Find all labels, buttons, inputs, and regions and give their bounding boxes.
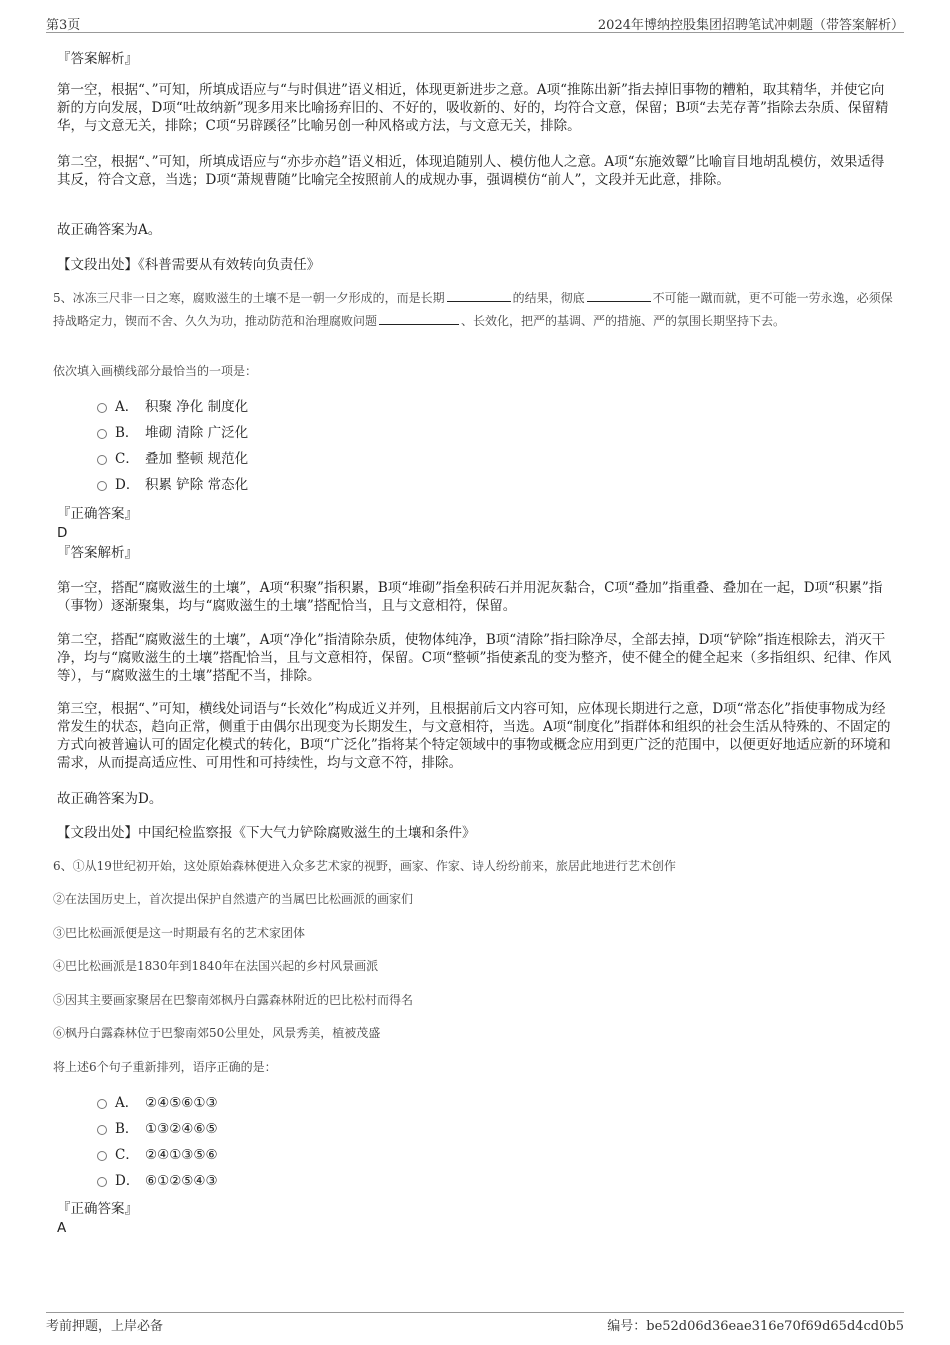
option-letter: A．	[115, 399, 139, 415]
radio-button[interactable]	[97, 455, 107, 465]
q5-analysis-para3: 第三空，根据“、”可知，横线处词语与“长效化”构成近义并列，且根据前后文内容可知，应体现长期进行之意，D项“常态化”指使事物成为经常发生的状态，趋向正常，侧重于由偶尔出现变为长期发生，与文意相符，当选。A项“制度化”指群体和组织的社会生活从特殊的、不固定的方式向被普遍认可的固定化模式的转化，B项“广泛化”指将某个特定领域中的事物或概念应用到更广泛的范围中，以便更好地适应新的环境和需求，从而提高适应性、可用性和可持续性，均与文意不符，排除。	[57, 701, 891, 771]
q5-blank-1	[447, 289, 511, 302]
q4-analysis-para1: 第一空，根据“、”可知，所填成语应与“与时俱进”语义相近，体现更新进步之意。A项“推陈出新”指去掉旧事物的糟粕，取其精华，并使它向新的方向发展，D项“吐故纳新”现多用来比喻扬弃旧的、不好的，吸收新的、好的，均符合文意，保留；B项“去芜存菁”指除去杂质、保留精华，与文意无关，排除；C项“另辟蹊径”比喻另创一种风格或方法，与文意无关，排除。	[57, 82, 889, 134]
q5-conclusion: 故正确答案为D。	[57, 791, 163, 807]
q5-option-a[interactable]	[57, 394, 457, 420]
q6-option-c[interactable]	[57, 1142, 457, 1168]
q5-stem-part2: 的结果，彻底	[512, 291, 585, 305]
page-footer	[46, 1312, 904, 1337]
q6-options	[57, 1090, 457, 1194]
page-header	[46, 10, 904, 33]
option-text: 堆砌 清除 广泛化	[145, 425, 249, 441]
q6-option-b[interactable]	[57, 1116, 457, 1142]
radio-button[interactable]	[97, 1125, 107, 1135]
option-text: ②④①③⑤⑥	[145, 1147, 218, 1163]
q6-option-d[interactable]	[57, 1168, 457, 1194]
q5-analysis-para1: 第一空，搭配“腐败滋生的土壤”，A项“积聚”指积累，B项“堆砌”指垒积砖石并用泥灰黏合，C项“叠加”指重叠、叠加在一起，D项“积累”指（事物）逐渐聚集，均与“腐败滋生的土壤”搭配恰当，且与文意相符，保留。	[57, 580, 883, 614]
q5-prompt: 依次填入画横线部分最恰当的一项是：	[53, 364, 258, 378]
q5-answer: D	[57, 525, 68, 541]
q5-analysis-label: 『答案解析』	[57, 545, 138, 561]
q6-option-a[interactable]	[57, 1090, 457, 1116]
q6-sentence-5: ⑤因其主要画家聚居在巴黎南郊枫丹白露森林附近的巴比松村而得名	[53, 993, 414, 1007]
q5-answer-label: 『正确答案』	[57, 506, 138, 522]
q6-answer: A	[57, 1220, 67, 1236]
option-letter: B．	[115, 1121, 139, 1137]
q5-option-d[interactable]	[57, 472, 457, 498]
q6-sentence-1: 6、①从19世纪初开始，这处原始森林便进入众多艺术家的视野，画家、作家、诗人纷纷前来，旅居此地进行艺术创作	[53, 859, 676, 873]
radio-button[interactable]	[97, 1177, 107, 1187]
radio-button[interactable]	[97, 403, 107, 413]
q5-blank-2	[587, 289, 651, 302]
q5-stem-part1: 5、冰冻三尺非一日之寒，腐败滋生的土壤不是一朝一夕形成的，而是长期	[53, 291, 445, 305]
q6-sentence-6: ⑥枫丹白露森林位于巴黎南郊50公里处，风景秀美，植被茂盛	[53, 1026, 381, 1040]
q6-sentence-3: ③巴比松画派便是这一时期最有名的艺术家团体	[53, 926, 306, 940]
option-text: 积聚 净化 制度化	[145, 399, 249, 415]
option-letter: D．	[115, 477, 140, 493]
document-title: 2024年博纳控股集团招聘笔试冲刺题（带答案解析）	[597, 18, 904, 33]
q4-analysis-label: 『答案解析』	[57, 51, 138, 67]
q6-sentence-4: ④巴比松画派是1830年到1840年在法国兴起的乡村风景画派	[53, 959, 379, 973]
q5-options	[57, 394, 457, 498]
option-text: 叠加 整顿 规范化	[145, 451, 249, 467]
radio-button[interactable]	[97, 1099, 107, 1109]
option-letter: D．	[115, 1173, 140, 1189]
option-text: ⑥①②⑤④③	[145, 1173, 218, 1189]
option-letter: C．	[115, 1147, 139, 1163]
q4-source: 【文段出处】《科普需要从有效转向负责任》	[57, 257, 321, 273]
q5-source: 【文段出处】中国纪检监察报《下大气力铲除腐败滋生的土壤和条件》	[57, 825, 476, 841]
q6-prompt: 将上述6个句子重新排列，语序正确的是：	[53, 1060, 277, 1074]
option-text: ②④⑤⑥①③	[145, 1095, 218, 1111]
q5-blank-3	[379, 312, 459, 325]
q5-option-c[interactable]	[57, 446, 457, 472]
option-text: ①③②④⑥⑤	[145, 1121, 218, 1137]
radio-button[interactable]	[97, 429, 107, 439]
page-number: 第3页	[46, 18, 81, 33]
q6-answer-label: 『正确答案』	[57, 1201, 138, 1217]
radio-button[interactable]	[97, 1151, 107, 1161]
q5-stem	[53, 287, 895, 333]
footer-slogan: 考前押题，上岸必备	[46, 1319, 164, 1334]
option-letter: C．	[115, 451, 139, 467]
q5-stem-part3: 不可能一蹴而就，更不可能一劳永逸，必须保持战略定力，锲而不舍、久久为功，推动防范和治理腐败问题	[53, 291, 893, 328]
radio-button[interactable]	[97, 481, 107, 491]
document-code: 编号：be52d06d36eae316e70f69d65d4cd0b5	[607, 1319, 904, 1334]
q5-option-b[interactable]	[57, 420, 457, 446]
q5-stem-part4: 、长效化，把严的基调、严的措施、严的氛围长期坚持下去。	[461, 314, 786, 328]
option-letter: B．	[115, 425, 139, 441]
q4-conclusion: 故正确答案为A。	[57, 222, 162, 238]
q5-analysis-para2: 第二空，搭配“腐败滋生的土壤”，A项“净化”指清除杂质，使物体纯净，B项“清除”指扫除净尽，全部去掉，D项“铲除”指连根除去，消灭干净，均与“腐败滋生的土壤”搭配恰当，且与文意相符，保留。C项“整顿”指使紊乱的变为整齐，使不健全的健全起来（多指组织、纪律、作风等），与“腐败滋生的土壤”搭配不当，排除。	[57, 632, 892, 684]
q4-analysis-para2: 第二空，根据“、”可知，所填成语应与“亦步亦趋”语义相近，体现追随别人、模仿他人之意。A项“东施效颦”比喻盲目地胡乱模仿，效果适得其反，符合文意，当选；D项“萧规曹随”比喻完全按照前人的成规办事，强调模仿“前人”，文段并无此意，排除。	[57, 154, 885, 188]
option-text: 积累 铲除 常态化	[145, 477, 249, 493]
option-letter: A．	[115, 1095, 139, 1111]
q6-sentence-2: ②在法国历史上，首次提出保护自然遗产的当属巴比松画派的画家们	[53, 892, 414, 906]
